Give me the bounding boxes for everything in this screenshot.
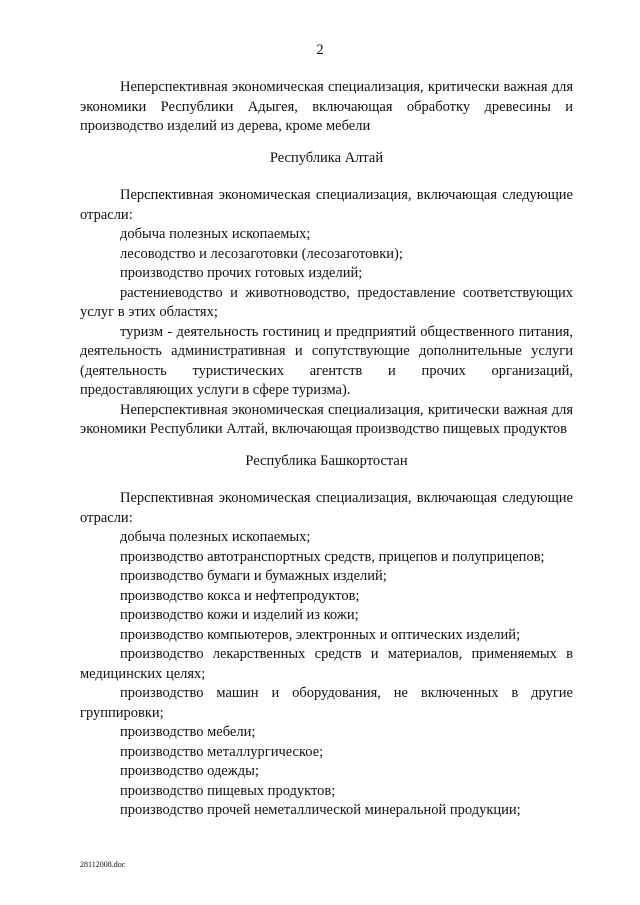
bashkortostan-lead-paragraph: Перспективная экономическая специализация, включающая следующие отрасли:	[80, 490, 573, 526]
bashkortostan-item: производство прочей неметаллической минеральной продукции;	[120, 802, 521, 818]
altai-item: туризм - деятельность гостиниц и предприятий общественного питания, деятельность административная и сопутствующие дополнительные услуги (деятельность туристических агентств и прочих организаций, предоставляющих услуги в сфере туризма).	[80, 323, 573, 398]
bashkortostan-item: производство компьютеров, электронных и оптических изделий;	[120, 626, 521, 643]
bashkortostan-item: производство лекарственных средств и материалов, применяемых в медицинских целях;	[80, 646, 573, 682]
bashkortostan-item: производство одежды;	[120, 763, 259, 779]
document-body	[80, 78, 573, 821]
section-heading-altai: Республика Алтай	[269, 149, 384, 166]
document-file-code: 28112008.doc	[80, 860, 126, 869]
altai-item: добыча полезных ископаемых;	[120, 226, 311, 242]
bashkortostan-item: производство кожи и изделий из кожи;	[120, 607, 359, 623]
bashkortostan-item: производство машин и оборудования, не включенных в другие группировки;	[80, 685, 573, 721]
bashkortostan-item: добыча полезных ископаемых;	[120, 529, 311, 545]
bashkortostan-item: производство кокса и нефтепродуктов;	[120, 587, 360, 604]
bashkortostan-item: производство автотранспортных средств, прицепов и полуприцепов;	[120, 548, 545, 565]
altai-item: производство прочих готовых изделий;	[120, 265, 363, 281]
altai-item: лесоводство и лесозаготовки (лесозаготовки);	[120, 245, 403, 262]
altai-item: растениеводство и животноводство, предоставление соответствующих услуг в этих областях;	[80, 284, 573, 320]
bashkortostan-item: производство мебели;	[120, 724, 256, 740]
bashkortostan-item: производство металлургическое;	[120, 743, 324, 760]
altai-critical-paragraph: Неперспективная экономическая специализация, критически важная для экономики Республики Алтай, включающая производство пищевых продуктов	[80, 401, 573, 437]
section-heading-bashkortostan: Республика Башкортостан	[245, 452, 408, 469]
altai-lead-paragraph: Перспективная экономическая специализация, включающая следующие отрасли:	[80, 187, 573, 223]
intro-paragraph: Неперспективная экономическая специализация, критически важная для экономики Республики Адыгея, включающая обработку древесины и производство изделий из дерева, кроме мебели	[80, 79, 573, 134]
bashkortostan-item: производство пищевых продуктов;	[120, 782, 336, 799]
page-number: 2	[316, 42, 324, 58]
bashkortostan-item: производство бумаги и бумажных изделий;	[120, 568, 387, 584]
